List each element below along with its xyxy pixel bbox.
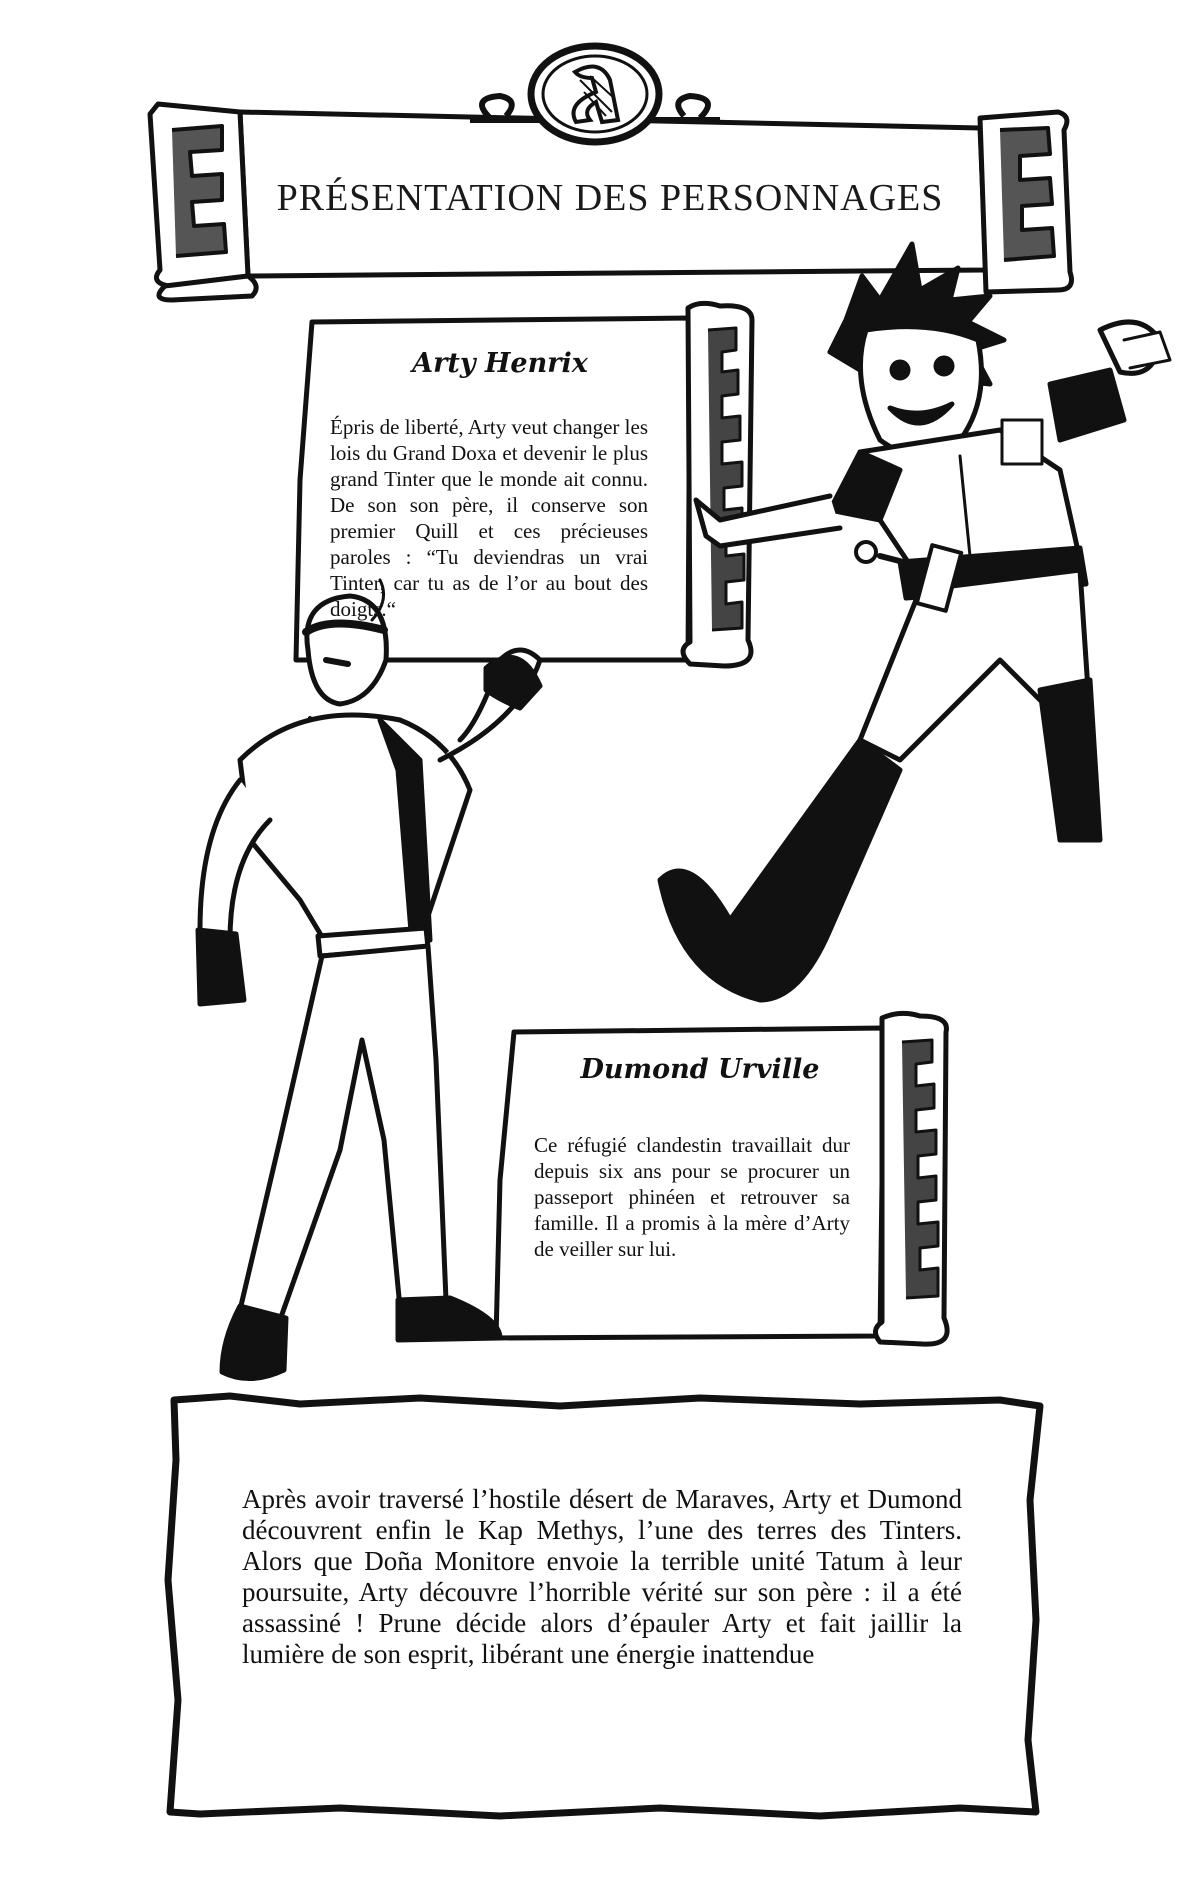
story-summary: Après avoir traversé l’hostile désert de Maraves, Arty et Dumond découvrent enfin le Kap Methys, l’une des terres des Tinters. Alors que Doña Monitore envoie la terrible unité Tatum à leur poursuite, Arty découvre l’horrible vérité sur son père : il a été assassiné ! Prune décide alors d’épauler Arty et fait jaillir la lumière de son esprit, libérant une énergie inattendue	[242, 1484, 962, 1669]
dumond-bio: Ce réfugié clandestin travaillait dur depuis six ans pour se procurer un passeport phinéen et retrouver sa famille. Il a promis à la mère d’Arty de veiller sur lui.	[534, 1133, 850, 1261]
arty-name: Arty Henrix	[412, 348, 588, 379]
page-title: PRÉSENTATION DES PERSONNAGES	[276, 177, 944, 219]
dumond-name: Dumond Urville	[580, 1054, 820, 1085]
dumond-illustration	[198, 580, 540, 1379]
arty-bio: Épris de liberté, Arty veut changer les lois du Grand Doxa et devenir le plus grand Tinter que le monde ait connu. De son son père, il conserve son premier Quill et ces précieuses paroles : “Tu deviendras un vrai Tinter, car tu as de l’or au bout des doigts.“	[330, 415, 648, 621]
